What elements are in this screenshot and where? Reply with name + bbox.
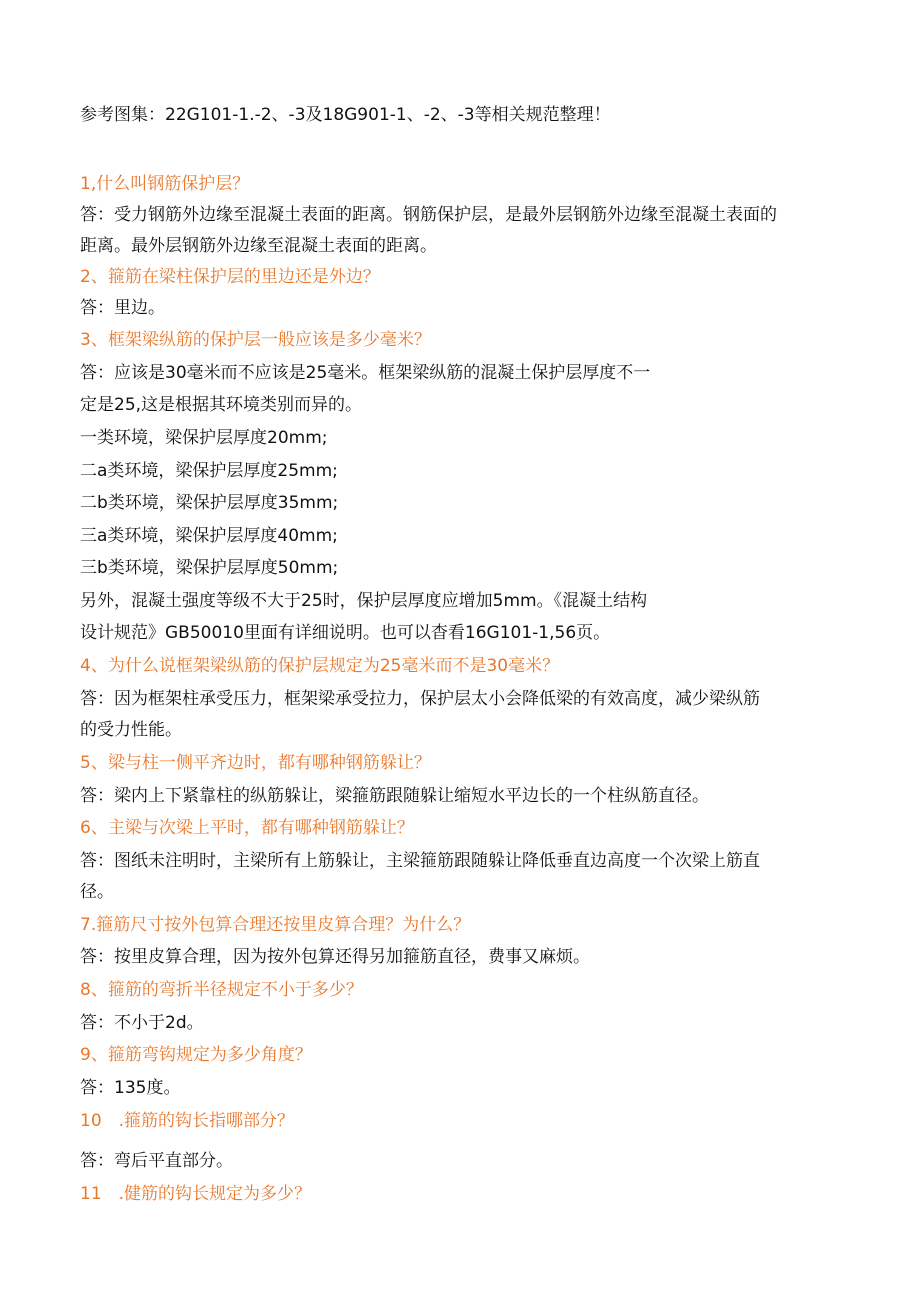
question-5: 5、梁与柱一侧平齐边时，都有哪种钢筋躲让？	[80, 753, 431, 773]
question-2: 2、箍筋在梁柱保护层的里边还是外边？	[80, 267, 380, 287]
answer-5: 答：梁内上下紧靠柱的纵筋躲让，梁箍筋跟随躲让缩短水平边长的一个柱纵筋直径。	[80, 786, 709, 806]
question-6: 6、主梁与次梁上平时，都有哪种钢筋躲让？	[80, 818, 414, 838]
answer-1-line-2: 距离。最外层钢筋外边缘至混凝土表面的距离。	[80, 236, 437, 256]
answer-3-line-8: 另外，混凝土强度等级不大于25时，保护层厚度应增加5mm。《混凝土结构	[80, 591, 648, 611]
answer-2: 答：里边。	[80, 298, 165, 318]
answer-3-line-4: 二a类环境，梁保护层厚度25mm;	[80, 461, 338, 481]
question-10: 10 .箍筋的钩长指哪部分？	[80, 1111, 295, 1131]
question-8: 8、箍筋的弯折半径规定不小于多少？	[80, 980, 363, 1000]
answer-3-line-5: 二b类环境，梁保护层厚度35mm;	[80, 493, 339, 513]
question-11: 11 .健筋的钩长规定为多少？	[80, 1184, 312, 1204]
answer-3-line-7: 三b类环境，梁保护层厚度50mm;	[80, 558, 339, 578]
answer-3-line-9: 设计规范》GB50010里面有详细说明。也可以杳看16G101-1,56页。	[80, 623, 611, 643]
question-1: 1,什么叫钢筋保护层？	[80, 174, 250, 194]
question-9: 9、箍筋弯钩规定为多少角度？	[80, 1045, 312, 1065]
answer-4-line-2: 的受力性能。	[80, 720, 182, 740]
answer-6-line-1: 答：图纸未注明时，主梁所有上筋躲让，主梁箍筋跟随躲让降低垂直边高度一个次梁上筋直	[80, 851, 760, 871]
answer-10: 答：弯后平直部分。	[80, 1151, 233, 1171]
answer-3-line-3: 一类环境，梁保护层厚度20mm;	[80, 428, 328, 448]
answer-3-line-6: 三a类环境，梁保护层厚度40mm;	[80, 526, 338, 546]
answer-9: 答：135度。	[80, 1078, 181, 1098]
answer-4-line-1: 答：因为框架柱承受压力，框架梁承受拉力，保护层太小会降低梁的有效高度，减少梁纵筋	[80, 689, 760, 709]
answer-8: 答：不小于2d。	[80, 1013, 204, 1033]
answer-7: 答：按里皮算合理，因为按外包算还得另加箍筋直径，费事又麻烦。	[80, 947, 590, 967]
answer-3-line-2: 定是25,这是根据其环境类别而异的。	[80, 395, 363, 415]
question-7: 7.箍筋尺寸按外包算合理还按里皮算合理？为什么？	[80, 915, 471, 935]
reference-note: 参考图集：22G101-1.-2、-3及18G901-1、-2、-3等相关规范整理！	[80, 105, 611, 125]
answer-3-line-1: 答：应该是30毫米而不应该是25毫米。框架梁纵筋的混凝土保护层厚度不一	[80, 363, 651, 383]
answer-6-line-2: 径。	[80, 882, 114, 902]
question-4: 4、为什么说框架梁纵筋的保护层规定为25毫米而不是30毫米？	[80, 656, 560, 676]
question-3: 3、框架梁纵筋的保护层一般应该是多少毫米？	[80, 330, 431, 350]
answer-1-line-1: 答：受力钢筋外边缘至混凝土表面的距离。钢筋保护层，是最外层钢筋外边缘至混凝土表面的	[80, 205, 777, 225]
